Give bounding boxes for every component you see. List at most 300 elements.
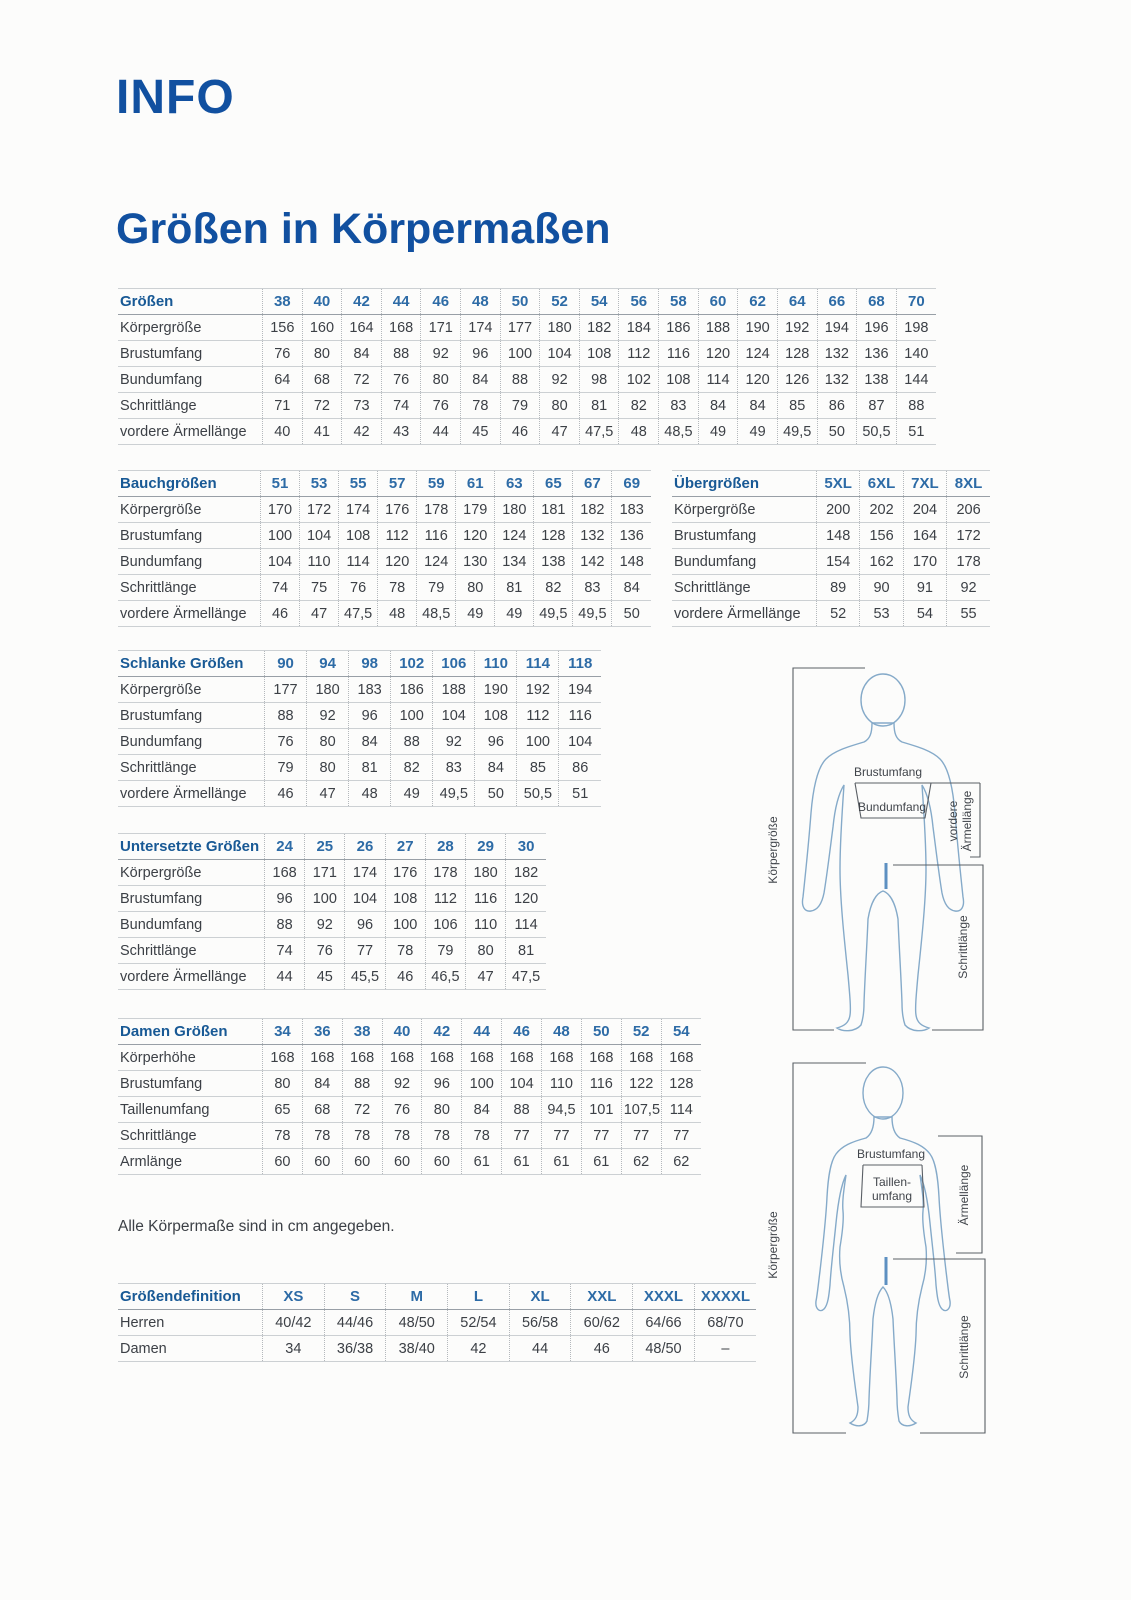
table-header-label: Schlanke Größen (118, 651, 265, 677)
measure-value: 126 (777, 367, 817, 393)
measure-value: 77 (345, 938, 385, 964)
measure-value: 120 (738, 367, 778, 393)
measure-value: 68 (302, 1097, 342, 1123)
table-row (118, 1149, 701, 1175)
measure-value: 132 (573, 523, 612, 549)
measure-value: 100 (517, 729, 559, 755)
measure-value: 47 (540, 419, 580, 445)
size-col-header: 6XL (860, 471, 903, 497)
size-col-header: XXXL (633, 1284, 695, 1310)
size-col-header: 50 (581, 1019, 621, 1045)
table-header-row (672, 471, 990, 497)
measure-value: 48,5 (659, 419, 699, 445)
table-groessen (118, 288, 936, 445)
size-col-header: XL (509, 1284, 571, 1310)
measure-row-label: Taillenumfang (118, 1097, 263, 1123)
measure-value: 49 (495, 601, 534, 627)
size-col-header: 66 (817, 289, 857, 315)
measure-value: 168 (502, 1045, 542, 1071)
measure-value: 76 (305, 938, 345, 964)
measure-value: 78 (385, 938, 425, 964)
measure-value: 55 (947, 601, 990, 627)
measure-value: 62 (661, 1149, 701, 1175)
size-col-header: 63 (495, 471, 534, 497)
measure-value: 80 (302, 341, 342, 367)
measure-value: 81 (495, 575, 534, 601)
measure-row-label: Brustumfang (118, 1071, 263, 1097)
size-col-header: 29 (466, 834, 506, 860)
table-groessendefinition (118, 1283, 756, 1362)
measure-value: 177 (500, 315, 540, 341)
measure-value: 96 (475, 729, 517, 755)
measure-value: 45,5 (345, 964, 385, 990)
size-col-header: 57 (378, 471, 417, 497)
size-col-header: 70 (896, 289, 936, 315)
measure-row-label: Körpergröße (118, 860, 265, 886)
measure-value: 176 (385, 860, 425, 886)
measure-value: 92 (421, 341, 461, 367)
measure-value: 148 (612, 549, 651, 575)
female-waist-label-line2: umfang (871, 1189, 913, 1203)
measure-value: 34 (263, 1336, 325, 1362)
measure-row-label: Bundumfang (118, 912, 265, 938)
measure-value: 177 (265, 677, 307, 703)
measure-value: 60 (422, 1149, 462, 1175)
measure-value: 85 (777, 393, 817, 419)
measure-value: 170 (261, 497, 300, 523)
measure-value: 183 (349, 677, 391, 703)
measure-value: 154 (817, 549, 860, 575)
measure-value: 106 (425, 912, 465, 938)
size-col-header: 65 (534, 471, 573, 497)
size-col-header: 42 (422, 1019, 462, 1045)
measure-value: 124 (417, 549, 456, 575)
measure-value: 74 (381, 393, 421, 419)
measure-value: 82 (534, 575, 573, 601)
table-header-row (118, 471, 651, 497)
table-header-label: Größendefinition (118, 1284, 263, 1310)
table-schlanke-groessen (118, 650, 601, 807)
measure-value: 100 (500, 341, 540, 367)
measure-value: 92 (947, 575, 990, 601)
measure-value: 44 (265, 964, 305, 990)
size-col-header: 7XL (903, 471, 946, 497)
size-col-header: 54 (661, 1019, 701, 1045)
measure-value: 114 (339, 549, 378, 575)
size-col-header: 62 (738, 289, 778, 315)
size-col-header: 26 (345, 834, 385, 860)
measure-value: 180 (540, 315, 580, 341)
measure-value: 128 (661, 1071, 701, 1097)
measure-value: 108 (475, 703, 517, 729)
measure-value: 46,5 (425, 964, 465, 990)
table-row (118, 886, 546, 912)
measure-value: 49,5 (777, 419, 817, 445)
size-col-header: 38 (263, 289, 303, 315)
measure-value: 71 (263, 393, 303, 419)
measure-value: 168 (381, 315, 421, 341)
table-row (118, 549, 651, 575)
measure-value: 204 (903, 497, 946, 523)
measure-value: 79 (417, 575, 456, 601)
measure-value: 194 (817, 315, 857, 341)
size-col-header: 55 (339, 471, 378, 497)
measure-value: 76 (421, 393, 461, 419)
measure-row-label: vordere Ärmellänge (118, 601, 261, 627)
table-row (118, 419, 936, 445)
measure-value: 49,5 (534, 601, 573, 627)
measure-value: 84 (302, 1071, 342, 1097)
measure-value: 192 (777, 315, 817, 341)
size-col-header: 114 (517, 651, 559, 677)
measure-value: 168 (621, 1045, 661, 1071)
measure-value: 61 (542, 1149, 582, 1175)
measure-value: 174 (461, 315, 501, 341)
measure-row-label: Bundumfang (118, 729, 265, 755)
measure-value: 92 (433, 729, 475, 755)
measure-value: 60 (302, 1149, 342, 1175)
table-row (118, 938, 546, 964)
measure-value: 64 (263, 367, 303, 393)
measure-value: 50,5 (857, 419, 897, 445)
measure-value: 120 (698, 341, 738, 367)
measure-value: 46 (500, 419, 540, 445)
size-col-header: 118 (559, 651, 601, 677)
measure-value: 112 (378, 523, 417, 549)
measure-value: 168 (302, 1045, 342, 1071)
measure-row-label: vordere Ärmellänge (672, 601, 817, 627)
measure-row-label: Brustumfang (118, 703, 265, 729)
measure-value: 52/54 (448, 1310, 510, 1336)
size-col-header: 51 (261, 471, 300, 497)
table-row (118, 601, 651, 627)
measure-value: 76 (263, 341, 303, 367)
measure-value: 138 (534, 549, 573, 575)
measure-value: 114 (661, 1097, 701, 1123)
size-col-header: 52 (621, 1019, 661, 1045)
measure-value: 174 (339, 497, 378, 523)
measure-value: 78 (461, 393, 501, 419)
measure-value: 108 (385, 886, 425, 912)
table-row (672, 575, 990, 601)
measure-value: 186 (391, 677, 433, 703)
measure-value: 78 (263, 1123, 303, 1149)
measure-value: 78 (302, 1123, 342, 1149)
size-col-header: 64 (777, 289, 817, 315)
measure-row-label: vordere Ärmellänge (118, 964, 265, 990)
measure-value: 88 (265, 912, 305, 938)
measure-value: 104 (300, 523, 339, 549)
measure-value: 102 (619, 367, 659, 393)
measure-value: 83 (433, 755, 475, 781)
measure-value: 100 (385, 912, 425, 938)
measure-value: 124 (738, 341, 778, 367)
measure-value: 84 (475, 755, 517, 781)
measure-value: 60 (382, 1149, 422, 1175)
size-col-header: 42 (342, 289, 382, 315)
female-body-diagram (760, 1035, 992, 1435)
measure-value: 110 (466, 912, 506, 938)
measure-value: 206 (947, 497, 990, 523)
measure-value: 138 (857, 367, 897, 393)
measure-value: 61 (462, 1149, 502, 1175)
measure-value: 50 (612, 601, 651, 627)
table-header-label: Bauchgrößen (118, 471, 261, 497)
measure-value: 88 (500, 367, 540, 393)
measure-value: 176 (378, 497, 417, 523)
measure-value: 194 (559, 677, 601, 703)
measure-value: 80 (307, 755, 349, 781)
size-col-header: 106 (433, 651, 475, 677)
measure-value: 104 (540, 341, 580, 367)
table-header-row (118, 1019, 701, 1045)
measure-row-label: Bundumfang (672, 549, 817, 575)
size-col-header: 69 (612, 471, 651, 497)
measure-value: 156 (263, 315, 303, 341)
measure-value: 85 (517, 755, 559, 781)
measure-value: 104 (502, 1071, 542, 1097)
measure-value: 62 (621, 1149, 661, 1175)
measure-value: 45 (461, 419, 501, 445)
measure-value: 60 (263, 1149, 303, 1175)
table-row (118, 341, 936, 367)
measure-value: 200 (817, 497, 860, 523)
table-row (118, 393, 936, 419)
measure-value: 77 (502, 1123, 542, 1149)
measure-row-label: Schrittlänge (118, 938, 265, 964)
size-col-header: S (324, 1284, 386, 1310)
measure-value: 162 (860, 549, 903, 575)
measure-value: 116 (466, 886, 506, 912)
table-row (118, 755, 601, 781)
measure-value: 180 (466, 860, 506, 886)
measure-value: 40/42 (263, 1310, 325, 1336)
measure-value: 96 (422, 1071, 462, 1097)
size-col-header: 5XL (817, 471, 860, 497)
measure-value: 116 (417, 523, 456, 549)
measure-value: 80 (540, 393, 580, 419)
measure-value: 86 (817, 393, 857, 419)
measure-row-label: Bundumfang (118, 367, 263, 393)
measure-value: 47 (307, 781, 349, 807)
measure-value: 114 (698, 367, 738, 393)
table-row (118, 575, 651, 601)
size-col-header: 102 (391, 651, 433, 677)
measure-value: 53 (860, 601, 903, 627)
measure-value: 120 (506, 886, 546, 912)
measure-value: 181 (534, 497, 573, 523)
size-col-header: 8XL (947, 471, 990, 497)
measure-value: 88 (391, 729, 433, 755)
measure-value: 44 (421, 419, 461, 445)
measure-value: 132 (817, 367, 857, 393)
measure-value: 38/40 (386, 1336, 448, 1362)
figure-male-measurements (760, 645, 992, 1042)
table-row (118, 912, 546, 938)
measure-value: 174 (345, 860, 385, 886)
measure-value: 88 (342, 1071, 382, 1097)
measure-value: 112 (619, 341, 659, 367)
measure-value: 79 (500, 393, 540, 419)
measure-value: 64/66 (633, 1310, 695, 1336)
female-body-outline (816, 1117, 950, 1426)
measure-row-label: Schrittlänge (118, 575, 261, 601)
measure-value: 98 (579, 367, 619, 393)
male-sleeve-label-line2: Ärmellänge (960, 790, 974, 852)
measure-value: 168 (581, 1045, 621, 1071)
size-col-header: 60 (698, 289, 738, 315)
measure-value: 116 (559, 703, 601, 729)
table-damen-groessen (118, 1018, 701, 1175)
table-row (118, 781, 601, 807)
measure-value: 108 (339, 523, 378, 549)
size-col-header: 30 (506, 834, 546, 860)
measure-value: 168 (542, 1045, 582, 1071)
measure-value: 77 (542, 1123, 582, 1149)
measure-value: 112 (425, 886, 465, 912)
table-row (672, 549, 990, 575)
table-row (118, 1336, 756, 1362)
measure-value: 108 (659, 367, 699, 393)
table-row (118, 1310, 756, 1336)
male-height-bracket (793, 668, 865, 1030)
table-row (118, 729, 601, 755)
measure-value: 168 (462, 1045, 502, 1071)
measure-value: 116 (581, 1071, 621, 1097)
measure-value: 88 (381, 341, 421, 367)
measure-value: – (694, 1336, 756, 1362)
measure-row-label: Brustumfang (672, 523, 817, 549)
measure-value: 84 (349, 729, 391, 755)
measure-value: 89 (817, 575, 860, 601)
table-row (118, 1045, 701, 1071)
measure-value: 92 (540, 367, 580, 393)
measure-value: 52 (817, 601, 860, 627)
size-col-header: L (448, 1284, 510, 1310)
female-height-bracket (793, 1063, 866, 1433)
measure-value: 81 (506, 938, 546, 964)
table-header-row (118, 289, 936, 315)
measure-value: 108 (579, 341, 619, 367)
size-col-header: 68 (857, 289, 897, 315)
measure-value: 48,5 (417, 601, 456, 627)
measure-value: 142 (573, 549, 612, 575)
measure-value: 96 (461, 341, 501, 367)
measure-value: 81 (579, 393, 619, 419)
table-row (672, 523, 990, 549)
table-row (118, 1071, 701, 1097)
size-col-header: 61 (456, 471, 495, 497)
measure-value: 202 (860, 497, 903, 523)
measure-value: 180 (495, 497, 534, 523)
size-col-header: 25 (305, 834, 345, 860)
measure-value: 110 (300, 549, 339, 575)
measure-row-label: Schrittlänge (118, 393, 263, 419)
measure-value: 88 (502, 1097, 542, 1123)
male-chest-label: Brustumfang (853, 765, 923, 779)
measure-value: 104 (559, 729, 601, 755)
table-row (118, 367, 936, 393)
table-row (118, 860, 546, 886)
size-col-header: 28 (425, 834, 465, 860)
measure-value: 84 (698, 393, 738, 419)
measure-value: 47 (466, 964, 506, 990)
measure-value: 79 (265, 755, 307, 781)
measure-row-label: Körpergröße (118, 497, 261, 523)
measure-value: 80 (456, 575, 495, 601)
measure-value: 47 (300, 601, 339, 627)
table-row (672, 497, 990, 523)
female-height-label: Körpergröße (766, 1211, 780, 1279)
female-waist-label-line1: Taillen- (872, 1175, 912, 1189)
size-col-header: 90 (265, 651, 307, 677)
measure-row-label: Damen (118, 1336, 263, 1362)
measure-value: 49 (698, 419, 738, 445)
measure-value: 92 (307, 703, 349, 729)
male-height-label: Körpergröße (766, 816, 780, 884)
size-col-header: 34 (263, 1019, 303, 1045)
measure-value: 96 (349, 703, 391, 729)
measure-value: 60/62 (571, 1310, 633, 1336)
size-col-header: 59 (417, 471, 456, 497)
measure-value: 172 (300, 497, 339, 523)
measure-value: 49 (738, 419, 778, 445)
measure-value: 47,5 (579, 419, 619, 445)
measure-value: 168 (422, 1045, 462, 1071)
measure-value: 116 (659, 341, 699, 367)
measure-value: 186 (659, 315, 699, 341)
measure-row-label: Brustumfang (118, 886, 265, 912)
measure-value: 182 (573, 497, 612, 523)
measure-value: 50 (475, 781, 517, 807)
measure-value: 168 (382, 1045, 422, 1071)
table-row (118, 703, 601, 729)
measure-value: 124 (495, 523, 534, 549)
measure-value: 78 (422, 1123, 462, 1149)
measure-value: 40 (263, 419, 303, 445)
measure-value: 77 (581, 1123, 621, 1149)
measure-value: 76 (339, 575, 378, 601)
measure-value: 78 (378, 575, 417, 601)
measure-value: 80 (421, 367, 461, 393)
size-col-header: 38 (342, 1019, 382, 1045)
page-title: Größen in Körpermaßen (116, 205, 611, 253)
male-inseam-label: Schrittlänge (956, 915, 970, 979)
measure-value: 74 (261, 575, 300, 601)
measure-value: 82 (391, 755, 433, 781)
measure-value: 46 (265, 781, 307, 807)
measure-value: 72 (302, 393, 342, 419)
measure-value: 100 (462, 1071, 502, 1097)
measure-value: 80 (307, 729, 349, 755)
measure-value: 76 (382, 1097, 422, 1123)
measure-value: 198 (896, 315, 936, 341)
measure-value: 96 (265, 886, 305, 912)
measure-value: 87 (857, 393, 897, 419)
measure-value: 74 (265, 938, 305, 964)
measure-value: 80 (466, 938, 506, 964)
measure-value: 76 (265, 729, 307, 755)
table-row (672, 601, 990, 627)
measure-value: 91 (903, 575, 946, 601)
size-col-header: 56 (619, 289, 659, 315)
size-col-header: 40 (382, 1019, 422, 1045)
measure-value: 60 (342, 1149, 382, 1175)
measure-value: 61 (581, 1149, 621, 1175)
measure-value: 79 (425, 938, 465, 964)
measure-row-label: Bundumfang (118, 549, 261, 575)
measure-value: 90 (860, 575, 903, 601)
